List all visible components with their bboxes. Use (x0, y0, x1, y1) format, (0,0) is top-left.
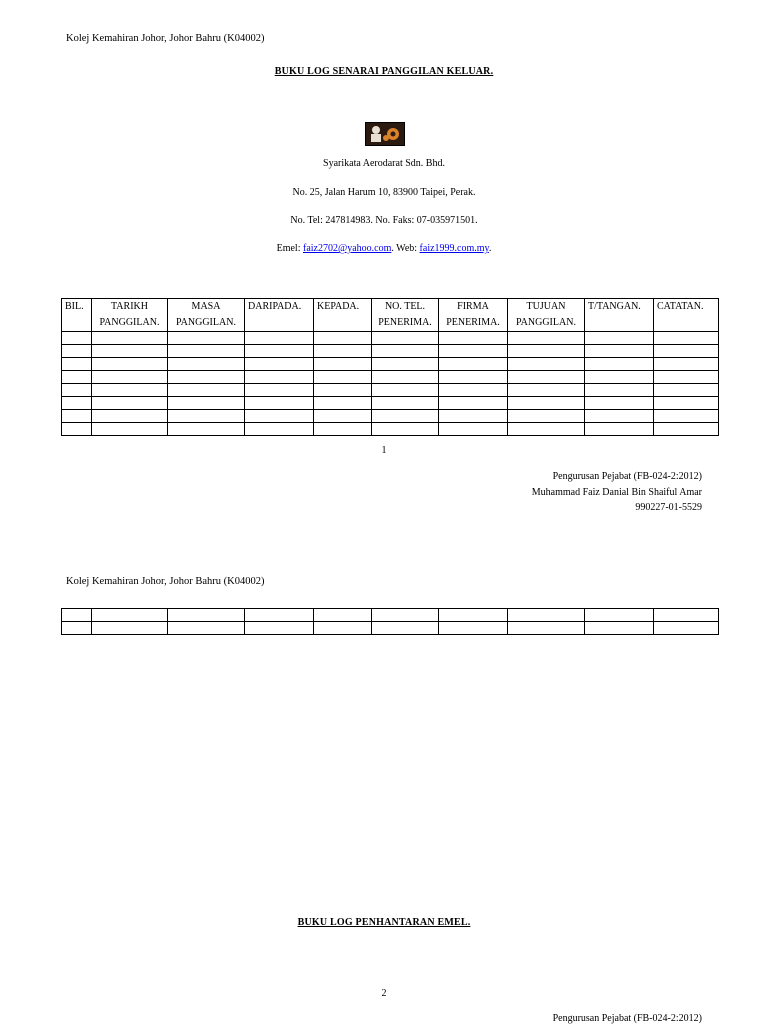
table-cell (168, 423, 245, 436)
table-cell (585, 397, 654, 410)
table-cell (92, 332, 168, 345)
table-cell (245, 332, 314, 345)
page-number-2: 2 (381, 988, 387, 999)
table-cell (654, 423, 719, 436)
table-cell (508, 371, 585, 384)
col-daripada: DARIPADA. (245, 299, 314, 332)
web-link[interactable]: faiz1999.com.my (419, 243, 489, 254)
table-cell (585, 345, 654, 358)
table-cell (654, 371, 719, 384)
table-cell (508, 384, 585, 397)
col-kepada: KEPADA. (314, 299, 372, 332)
page2-title: BUKU LOG PENHANTARAN EMEL. (297, 917, 471, 928)
page1-footer (532, 469, 702, 516)
table-cell (92, 609, 168, 622)
table-cell (585, 410, 654, 423)
table-row (62, 332, 719, 345)
col-bil: BIL. (62, 299, 92, 332)
table-cell (654, 622, 719, 635)
table-cell (245, 423, 314, 436)
table-cell (585, 358, 654, 371)
table-cell (168, 397, 245, 410)
company-phone-fax: No. Tel: 247814983. No. Faks: 07-035971501. (290, 215, 478, 226)
table-cell (168, 371, 245, 384)
table-row (62, 397, 719, 410)
col-tarikh-panggilan: TARIKH PANGGILAN. (92, 299, 168, 332)
table-cell (245, 609, 314, 622)
page2-header: Kolej Kemahiran Johor, Johor Bahru (K04002) (66, 576, 265, 587)
table-cell (439, 423, 508, 436)
table-cell (508, 410, 585, 423)
table-cell (439, 622, 508, 635)
table-cell (372, 410, 439, 423)
table-cell (372, 384, 439, 397)
table-cell (654, 332, 719, 345)
table-cell (439, 345, 508, 358)
table-cell (439, 397, 508, 410)
table-cell (92, 371, 168, 384)
table-cell (62, 410, 92, 423)
table-cell (372, 397, 439, 410)
table-cell (314, 609, 372, 622)
table-cell (372, 609, 439, 622)
table-cell (62, 609, 92, 622)
table-cell (314, 397, 372, 410)
table-row (62, 622, 719, 635)
table-cell (245, 345, 314, 358)
call-log-table (61, 298, 719, 436)
web-label: . Web: (391, 243, 420, 254)
table-cell (62, 358, 92, 371)
table-cell (62, 345, 92, 358)
table-row (62, 609, 719, 622)
table-cell (62, 371, 92, 384)
page1-title: BUKU LOG SENARAI PANGGILAN KELUAR. (274, 66, 494, 77)
table-cell (508, 345, 585, 358)
table-cell (654, 397, 719, 410)
table-cell (245, 397, 314, 410)
table-cell (585, 371, 654, 384)
table-cell (654, 345, 719, 358)
table-cell (92, 384, 168, 397)
table-cell (92, 423, 168, 436)
footer-author: Muhammad Faiz Danial Bin Shaiful Amar (531, 486, 702, 498)
company-address: No. 25, Jalan Harum 10, 83900 Taipei, Perak. (292, 187, 476, 198)
table-cell (372, 622, 439, 635)
table-cell (92, 622, 168, 635)
table-cell (314, 622, 372, 635)
page1-header: Kolej Kemahiran Johor, Johor Bahru (K04002) (66, 33, 265, 44)
table-cell (585, 609, 654, 622)
table-cell (92, 358, 168, 371)
footer-course: Pengurusan Pejabat (FB-024-2:2012) (552, 471, 702, 482)
table-row (62, 423, 719, 436)
table-cell (654, 384, 719, 397)
table-row (62, 384, 719, 397)
table-cell (508, 622, 585, 635)
table-cell (245, 384, 314, 397)
table-cell (314, 371, 372, 384)
footer-id: 990227-01-5529 (635, 502, 702, 513)
col-masa-panggilan: MASA PANGGILAN. (168, 299, 245, 332)
table-cell (439, 410, 508, 423)
table-row (62, 371, 719, 384)
company-logo-icon (365, 122, 405, 146)
table-cell (439, 332, 508, 345)
table-cell (168, 345, 245, 358)
table-cell (585, 622, 654, 635)
table-header-row (62, 299, 719, 332)
table-cell (168, 609, 245, 622)
table-cell (508, 609, 585, 622)
email-link[interactable]: faiz2702@yahoo.com (303, 243, 392, 254)
table-cell (439, 384, 508, 397)
table-cell (314, 332, 372, 345)
col-firma-penerima: FIRMA PENERIMA. (439, 299, 508, 332)
table-cell (439, 358, 508, 371)
table-cell (245, 622, 314, 635)
table-cell (372, 423, 439, 436)
table-row (62, 345, 719, 358)
company-contact (0, 243, 768, 254)
table-cell (508, 358, 585, 371)
table-cell (585, 332, 654, 345)
table-cell (439, 371, 508, 384)
company-name: Syarikata Aerodarat Sdn. Bhd. (323, 158, 445, 169)
table-row (62, 358, 719, 371)
page-number-1: 1 (381, 445, 387, 456)
table-cell (92, 345, 168, 358)
table-cell (245, 371, 314, 384)
table-cell (654, 358, 719, 371)
table-cell (168, 410, 245, 423)
table-cell (168, 332, 245, 345)
table-cell (62, 397, 92, 410)
table-cell (508, 332, 585, 345)
table-cell (372, 358, 439, 371)
table-cell (245, 358, 314, 371)
col-ttangan: T/TANGAN. (585, 299, 654, 332)
table-cell (62, 332, 92, 345)
table-cell (314, 410, 372, 423)
table-cell (585, 384, 654, 397)
table-cell (508, 423, 585, 436)
table-cell (62, 423, 92, 436)
table-cell (168, 384, 245, 397)
email-log-body (62, 609, 719, 635)
table-cell (314, 384, 372, 397)
table-cell (62, 384, 92, 397)
table-cell (654, 609, 719, 622)
table-cell (372, 332, 439, 345)
contact-end: . (488, 243, 492, 254)
table-cell (314, 423, 372, 436)
table-cell (168, 358, 245, 371)
table-cell (92, 410, 168, 423)
table-cell (245, 410, 314, 423)
table-cell (372, 371, 439, 384)
table-cell (314, 358, 372, 371)
table-cell (168, 622, 245, 635)
table-cell (508, 397, 585, 410)
table-cell (314, 345, 372, 358)
table-cell (585, 423, 654, 436)
table-cell (439, 609, 508, 622)
table-cell (62, 622, 92, 635)
table-cell (654, 410, 719, 423)
email-log-table (61, 608, 719, 635)
table-row (62, 410, 719, 423)
table-cell (92, 397, 168, 410)
col-tujuan-panggilan: TUJUAN PANGGILAN. (508, 299, 585, 332)
call-log-body (62, 332, 719, 436)
table-cell (372, 345, 439, 358)
email-label: Emel: (276, 243, 303, 254)
page2-footer: Pengurusan Pejabat (FB-024-2:2012) (552, 1013, 702, 1024)
col-no-tel-penerima: NO. TEL. PENERIMA. (372, 299, 439, 332)
col-catatan: CATATAN. (654, 299, 719, 332)
